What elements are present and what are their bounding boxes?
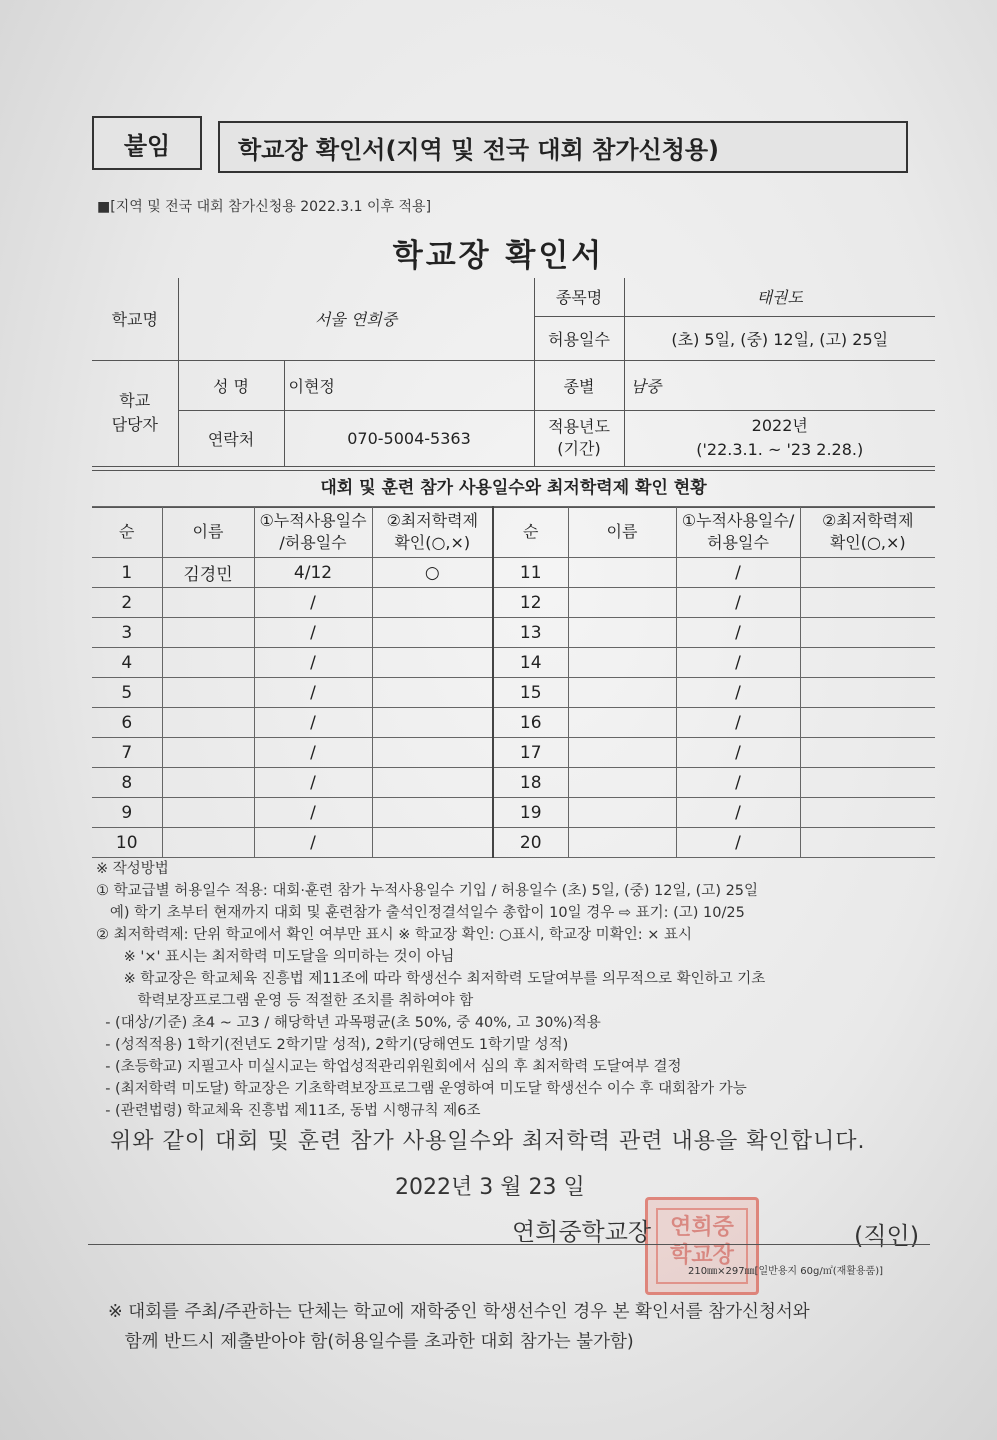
cell-name [162, 708, 254, 738]
footer-line: 함께 반드시 제출받아야 함(허용일수를 초과한 대회 참가는 불가함) [108, 1332, 634, 1352]
table-row [92, 708, 935, 738]
cell-days: / [254, 708, 372, 738]
cell-no: 1 [92, 558, 162, 588]
info-table [92, 278, 935, 467]
cell-name [162, 678, 254, 708]
cell-check [372, 828, 493, 858]
name-value: 이현정 [284, 360, 534, 410]
school-label: 학교명 [92, 278, 178, 360]
cell-check [800, 798, 935, 828]
cell-no: 18 [493, 768, 568, 798]
cell-name [568, 648, 676, 678]
cell-name [162, 828, 254, 858]
table-row [92, 738, 935, 768]
cell-no: 4 [92, 648, 162, 678]
paper-spec-note: 210㎜×297㎜[일반용지 60g/㎡(재활용품)] [688, 1266, 884, 1277]
cell-days: / [676, 618, 800, 648]
official-seal-stamp [645, 1197, 759, 1295]
cell-name [568, 768, 676, 798]
contact-label: 연락처 [178, 410, 284, 466]
cell-days: / [676, 738, 800, 768]
cell-no: 6 [92, 708, 162, 738]
footer-note [108, 1297, 810, 1357]
cell-no: 7 [92, 738, 162, 768]
status-table [92, 506, 935, 858]
cell-check [372, 798, 493, 828]
attachment-label: 붙임 [92, 116, 202, 170]
cell-no: 16 [493, 708, 568, 738]
footer-line: ※ 대회를 주최/주관하는 단체는 학교에 재학중인 학생선수인 경우 본 확인서를 참가신청서와 [108, 1302, 810, 1322]
cell-no: 14 [493, 648, 568, 678]
school-value: 서울 연희중 [178, 278, 534, 360]
guide-line: - (대상/기준) 초4 ~ 고3 / 해당학년 과목평균(초 50%, 중 40%, 고 30%)적용 [96, 1015, 601, 1031]
cell-no: 3 [92, 618, 162, 648]
cell-days: / [676, 798, 800, 828]
cell-no: 9 [92, 798, 162, 828]
cell-no: 13 [493, 618, 568, 648]
guide-line: ② 최저학력제: 단위 학교에서 확인 여부만 표시 ※ 학교장 확인: ○표시, 학교장 미확인: × 표시 [96, 927, 692, 943]
cell-check [372, 708, 493, 738]
guide-line: - (초등학교) 지필고사 미실시교는 학업성적관리위원회에서 심의 후 최저학력 도달여부 결정 [96, 1059, 682, 1075]
cell-days: / [676, 768, 800, 798]
cell-days: / [676, 708, 800, 738]
cell-name [568, 558, 676, 588]
cell-check [800, 678, 935, 708]
cell-name [568, 708, 676, 738]
sport-value: 태권도 [624, 278, 935, 316]
date-text: 2022년 3 월 23 일 [395, 1175, 585, 1200]
cell-days: / [254, 768, 372, 798]
cell-name [568, 678, 676, 708]
guide-line: - (성적적용) 1학기(전년도 2학기말 성적), 2학기(당해연도 1학기말 성적) [96, 1037, 569, 1053]
cell-days: / [254, 618, 372, 648]
cell-no: 11 [493, 558, 568, 588]
cell-name [162, 768, 254, 798]
staff-label: 학교 담당자 [92, 360, 178, 466]
page-title: 학교장 확인서 [392, 238, 605, 274]
cell-days: 4/12 [254, 558, 372, 588]
cell-no: 2 [92, 588, 162, 618]
cell-check [800, 708, 935, 738]
cell-no: 15 [493, 678, 568, 708]
sport-label: 종목명 [534, 278, 624, 316]
cell-check [800, 768, 935, 798]
confirmation-text: 위와 같이 대회 및 훈련 참가 사용일수와 최저학력 관련 내용을 확인합니다. [110, 1129, 866, 1154]
col-header-academic-right: ②최저학력제 확인(○,×) [800, 507, 935, 558]
cell-check [372, 768, 493, 798]
writing-guide [96, 858, 956, 1122]
cell-no: 10 [92, 828, 162, 858]
cell-days: / [254, 648, 372, 678]
col-header-name-right: 이름 [568, 507, 676, 558]
cell-name [568, 588, 676, 618]
cell-days: / [254, 678, 372, 708]
cell-check [372, 618, 493, 648]
seal-label: (직인) [854, 1222, 920, 1250]
cell-name [162, 738, 254, 768]
cell-no: 20 [493, 828, 568, 858]
cell-check [800, 588, 935, 618]
cell-no: 5 [92, 678, 162, 708]
cell-name [162, 798, 254, 828]
cell-days: / [254, 828, 372, 858]
contact-value: 070-5004-5363 [284, 410, 534, 466]
guide-line: - (최저학력 미도달) 학교장은 기초학력보장프로그램 운영하여 미도달 학생선수 이수 후 대회참가 가능 [96, 1081, 747, 1097]
application-note: ■[지역 및 전국 대회 참가신청용 2022.3.1 이후 적용] [97, 199, 432, 215]
cell-days: / [676, 558, 800, 588]
table-row [92, 558, 935, 588]
year-period: ('22.3.1. ~ '23 2.28.) [696, 440, 864, 459]
guide-line: 학력보장프로그램 운영 등 적절한 조치를 취하여야 함 [96, 993, 474, 1009]
cell-check [372, 648, 493, 678]
cell-days: / [254, 588, 372, 618]
guide-line: ※ 학교장은 학교체육 진흥법 제11조에 따라 학생선수 최저학력 도달여부를 의무적으로 확인하고 기초 [96, 971, 766, 987]
cell-name [568, 828, 676, 858]
cell-check [372, 678, 493, 708]
col-header-no-right: 순 [493, 507, 568, 558]
cell-days: / [254, 798, 372, 828]
category-label: 종별 [534, 360, 624, 410]
stamp-text: 연희중 학교장 [670, 1215, 734, 1268]
name-label: 성 명 [178, 360, 284, 410]
guide-line: 예) 학기 초부터 현재까지 대회 및 훈련참가 출석인정결석일수 총합이 10일 경우 ⇨ 표기: (고) 10/25 [96, 905, 745, 921]
cell-check [800, 738, 935, 768]
cell-name [568, 738, 676, 768]
year-cell [624, 410, 935, 466]
document-header-title: 학교장 확인서(지역 및 전국 대회 참가신청용) [218, 121, 908, 173]
col-header-name: 이름 [162, 507, 254, 558]
col-header-days: ①누적사용일수 /허용일수 [254, 507, 372, 558]
cell-name [162, 648, 254, 678]
guide-line: - (관련법령) 학교체육 진흥법 제11조, 동법 시행규칙 제6조 [96, 1103, 481, 1119]
cell-check [800, 618, 935, 648]
cell-name [568, 618, 676, 648]
category-value: 남중 [624, 360, 935, 410]
guide-line: ① 학교급별 허용일수 적용: 대회·훈련 참가 누적사용일수 기입 / 허용일수 (초) 5일, (중) 12일, (고) 25일 [96, 883, 759, 899]
cell-check [372, 738, 493, 768]
col-header-no: 순 [92, 507, 162, 558]
cell-name [162, 618, 254, 648]
cell-days: / [676, 648, 800, 678]
table-row [92, 768, 935, 798]
table-row [92, 618, 935, 648]
cell-check [800, 558, 935, 588]
cell-check: ○ [372, 558, 493, 588]
table-row [92, 648, 935, 678]
cell-check [800, 648, 935, 678]
status-table-title: 대회 및 훈련 참가 사용일수와 최저학력제 확인 현황 [92, 470, 935, 508]
cell-name: 김경민 [162, 558, 254, 588]
signature-divider [88, 1244, 930, 1245]
table-row [92, 588, 935, 618]
table-row [92, 798, 935, 828]
col-header-academic: ②최저학력제 확인(○,×) [372, 507, 493, 558]
cell-no: 12 [493, 588, 568, 618]
year-label: 적용년도 (기간) [534, 410, 624, 466]
cell-no: 19 [493, 798, 568, 828]
allowed-days-label: 허용일수 [534, 316, 624, 360]
table-row [92, 678, 935, 708]
cell-check [372, 588, 493, 618]
cell-name [568, 798, 676, 828]
principal-name: 연희중학교장 [512, 1218, 652, 1246]
allowed-days-value: (초) 5일, (중) 12일, (고) 25일 [624, 316, 935, 360]
col-header-days-right: ①누적사용일수/ 허용일수 [676, 507, 800, 558]
cell-days: / [676, 588, 800, 618]
guide-line: ※ '×' 표시는 최저학력 미도달을 의미하는 것이 아님 [96, 949, 455, 965]
table-row [92, 828, 935, 858]
cell-days: / [676, 678, 800, 708]
cell-days: / [254, 738, 372, 768]
cell-no: 17 [493, 738, 568, 768]
cell-check [800, 828, 935, 858]
cell-name [162, 588, 254, 618]
year-value: 2022년 [751, 416, 808, 435]
guide-line: ※ 작성방법 [96, 861, 169, 877]
cell-no: 8 [92, 768, 162, 798]
cell-days: / [676, 828, 800, 858]
